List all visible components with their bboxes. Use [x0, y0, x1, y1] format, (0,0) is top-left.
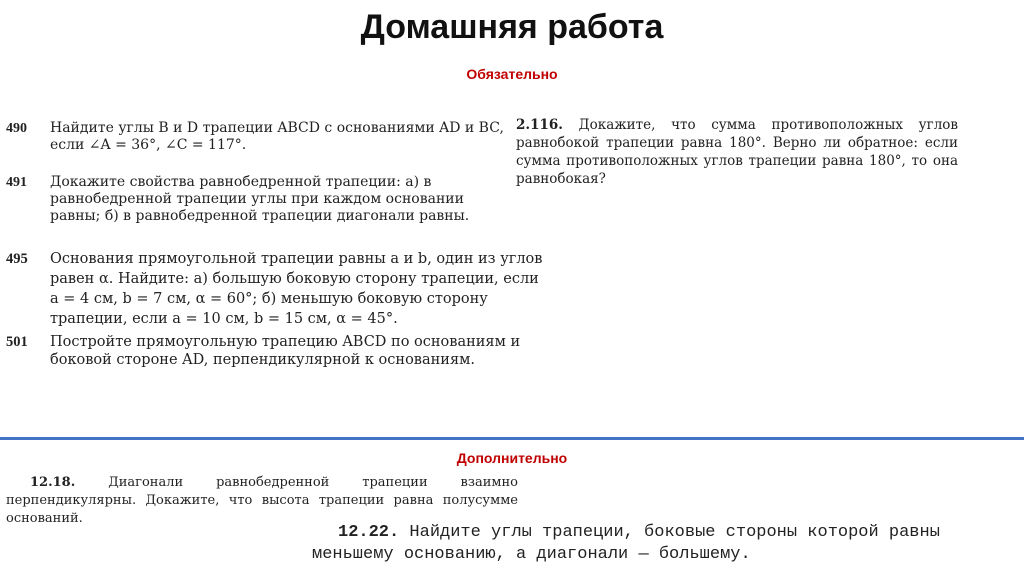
- problem-text: Найдите углы B и D трапеции ABCD с основаниями AD и BC, если ∠A = 36°, ∠C = 117°.: [50, 120, 504, 153]
- problem-12-18: [6, 474, 518, 528]
- problem-text: Найдите углы трапеции, боковые стороны которой равны меньшему основанию, а диагонали — большему.: [312, 523, 940, 564]
- problem-text: Докажите свойства равнобедренной трапеции: а) в равнобедренной трапеции углы при каждом основании равны; б) в равнобедренной трапеции диагонали равны.: [50, 174, 470, 224]
- problem-12-22: [312, 522, 952, 566]
- problem-2-116: [516, 116, 958, 188]
- page-title: Домашняя работа: [360, 8, 664, 46]
- problem-text: Постройте прямоугольную трапецию ABCD по основаниям и боковой стороне AD, перпендикулярной к основаниям.: [50, 334, 521, 368]
- section-divider: [0, 437, 1024, 440]
- problem-number: 2.116.: [516, 117, 563, 133]
- problem-number: 12.22.: [338, 523, 400, 542]
- problem-number: 501: [6, 334, 28, 350]
- problem-491: [6, 174, 506, 225]
- problem-text: Диагонали равнобедренной трапеции взаимно перпендикулярны. Докажите, что высота трапеции равна полусумме оснований.: [6, 475, 518, 526]
- problem-number: 490: [6, 121, 27, 136]
- problem-text: Основания прямоугольной трапеции равны a и b, один из углов равен α. Найдите: а) большую боковую сторону трапеции, если a = 4 см, b = 7 см, α = 60°; б) меньшую боковую сторону трапеции, если a = 10 см, b = 15 см, α = 45°.: [50, 251, 543, 327]
- problem-495: [6, 249, 546, 329]
- problem-501: [6, 333, 546, 369]
- problem-number: 12.18.: [30, 475, 76, 490]
- problem-text: Докажите, что сумма противоположных углов равнобокой трапеции равна 180°. Верно ли обратное: если сумма противоположных углов трапеции равна 180°, то она равнобокая?: [516, 117, 958, 187]
- problem-number: 491: [6, 175, 27, 190]
- problem-number: 495: [6, 251, 28, 267]
- problem-490: [6, 120, 506, 154]
- section-extra-heading: Дополнительно: [456, 450, 568, 466]
- section-required-heading: Обязательно: [466, 66, 558, 82]
